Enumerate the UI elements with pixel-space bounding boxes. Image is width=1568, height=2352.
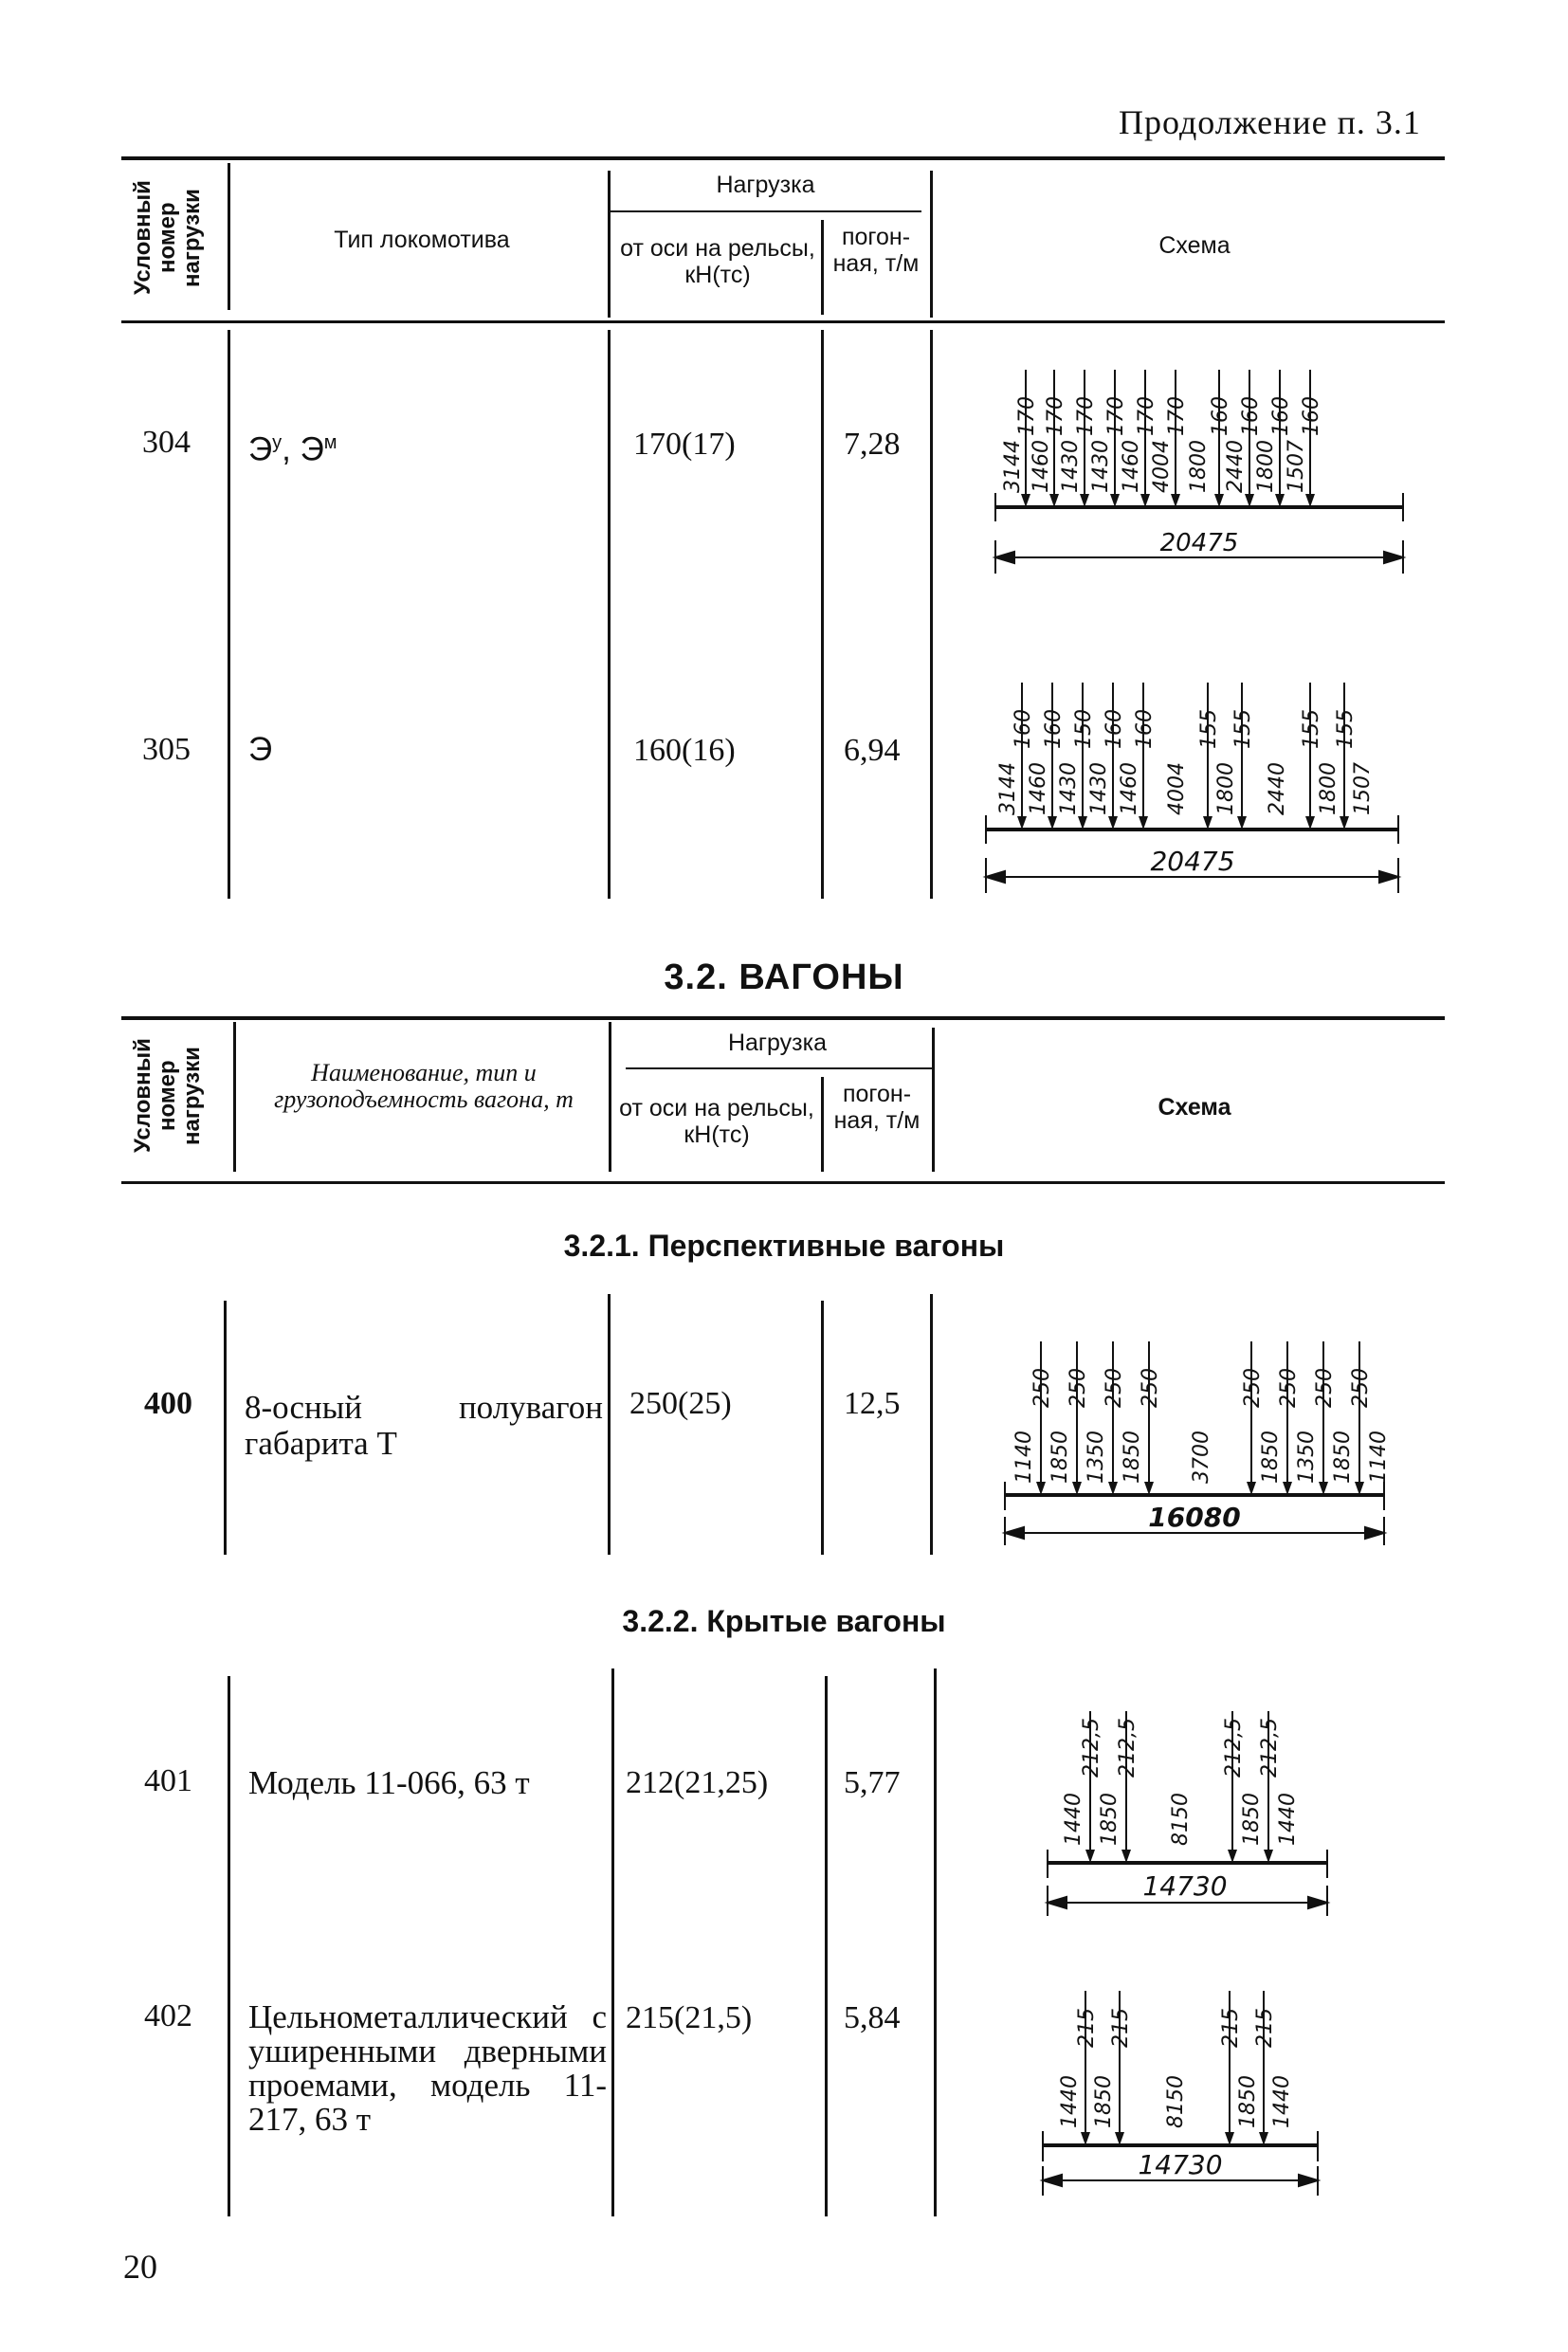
row-axle: 215(21,5): [626, 2000, 753, 2035]
axle-load-label: 212,5: [1116, 1718, 1140, 1778]
axle-load-label: 250: [1030, 1368, 1054, 1408]
axle-spacing-label: 1850: [1098, 1793, 1121, 1846]
row-linear: 12,5: [844, 1386, 901, 1421]
load-arrowhead: [1247, 1482, 1256, 1495]
load-arrowhead: [1049, 494, 1059, 507]
load-arrowhead: [1108, 1482, 1118, 1495]
load-arrowhead: [1017, 816, 1027, 830]
header-scheme: Схема: [1158, 232, 1231, 259]
axle-load-label: 155: [1197, 709, 1221, 749]
axle-load-label: 170: [1104, 396, 1128, 436]
axle-spacing-label: 1800: [1254, 440, 1278, 493]
header-axle: от оси на рельсы, кН(тс): [620, 235, 815, 288]
axle-spacing-label: 1460: [1120, 440, 1143, 493]
load-arrowhead: [1228, 1850, 1237, 1863]
axle-spacing-label: 1430: [1057, 762, 1081, 815]
load-arrowhead: [1259, 2132, 1268, 2145]
load-arrowhead: [1072, 1482, 1082, 1495]
axle-load-label: 150: [1072, 709, 1096, 749]
row-name: Цельнометаллический с уширенными дверными проемами, модель 11-217, 63 т: [248, 1998, 607, 2138]
axle-spacing-label: 1507: [1285, 440, 1308, 493]
load-arrowhead: [1110, 494, 1120, 507]
page-number: 20: [123, 2248, 157, 2286]
axle-spacing-label: 1850: [1121, 1431, 1144, 1484]
header-linear: погон-ная, т/м: [832, 224, 920, 277]
scheme-total: 16080: [1148, 1502, 1241, 1533]
load-arrowhead: [1085, 1850, 1095, 1863]
axle-spacing-label: 1460: [1030, 440, 1053, 493]
axle-load-label: 170: [1165, 396, 1189, 436]
axle-load-label: 170: [1074, 396, 1098, 436]
axle-spacing-label: 1440: [1270, 2075, 1294, 2128]
axle-load-label: 170: [1015, 396, 1039, 436]
subsection-title: 3.2.2. Крытые вагоны: [622, 1604, 946, 1638]
axle-spacing-label: 2440: [1224, 440, 1248, 493]
header-load: Нагрузка: [716, 172, 815, 198]
axle-spacing-label: 3144: [1001, 440, 1025, 493]
axle-load-label: 250: [1241, 1368, 1265, 1408]
load-scheme-304: [976, 351, 1431, 583]
scheme-total: 14730: [1138, 2149, 1223, 2180]
row-name: 8-осный полувагон габарита Т: [245, 1389, 603, 1462]
load-arrowhead: [1245, 494, 1254, 507]
axle-spacing-label: 1140: [1367, 1431, 1391, 1484]
axle-load-label: 155: [1231, 709, 1255, 749]
axle-spacing-label: 1440: [1058, 2075, 1082, 2128]
row-type: Э: [248, 731, 273, 768]
axle-load-label: 212,5: [1222, 1718, 1246, 1778]
row-num: 401: [144, 1763, 192, 1798]
header-axle: от оси на рельсы, кН(тс): [619, 1095, 814, 1148]
row-axle: 250(25): [629, 1386, 732, 1421]
axle-load-label: 250: [1349, 1368, 1373, 1408]
axle-spacing-label: 3700: [1190, 1431, 1213, 1484]
axle-load-label: 160: [1269, 396, 1293, 436]
axle-load-label: 170: [1135, 396, 1158, 436]
continuation-label: Продолжение п. 3.1: [1119, 103, 1421, 141]
axle-spacing-label: 1850: [1092, 2075, 1116, 2128]
axle-spacing-label: 1850: [1331, 1431, 1355, 1484]
load-arrowhead: [1355, 1482, 1364, 1495]
axle-spacing-label: 4004: [1150, 440, 1174, 493]
axle-spacing-label: 1800: [1317, 762, 1340, 815]
axle-load-label: 215: [1075, 2008, 1099, 2048]
row-num: 402: [144, 1998, 192, 2033]
load-scheme-305: [976, 664, 1431, 896]
axle-load-label: 160: [1133, 709, 1157, 749]
load-arrowhead: [1078, 816, 1087, 830]
scheme-total: 14730: [1142, 1870, 1228, 1902]
section-title: 3.2. ВАГОНЫ: [664, 957, 904, 997]
axle-load-label: 250: [1139, 1368, 1162, 1408]
axle-load-label: 160: [1209, 396, 1232, 436]
load-arrowhead: [1340, 816, 1349, 830]
axle-load-label: 215: [1219, 2008, 1243, 2048]
axle-spacing-label: 2440: [1266, 762, 1289, 815]
axle-spacing-label: 1350: [1085, 1431, 1108, 1484]
axle-spacing-label: 1850: [1236, 2075, 1260, 2128]
load-arrowhead: [1203, 816, 1212, 830]
load-arrowhead: [1214, 494, 1224, 507]
load-arrowhead: [1036, 1482, 1046, 1495]
row-linear: 5,77: [844, 1765, 901, 1800]
axle-load-label: 250: [1103, 1368, 1126, 1408]
row-linear: 6,94: [844, 733, 901, 768]
axle-spacing-label: 1850: [1240, 1793, 1264, 1846]
load-arrowhead: [1081, 2132, 1090, 2145]
row-axle: 212(21,25): [626, 1765, 769, 1800]
load-arrowhead: [1237, 816, 1247, 830]
axle-spacing-label: 3144: [996, 762, 1020, 815]
load-arrowhead: [1144, 1482, 1154, 1495]
load-arrowhead: [1139, 816, 1148, 830]
header-linear: погон-ная, т/м: [833, 1081, 921, 1134]
header-name: Наименование, тип и грузоподъемность вагона, т: [274, 1059, 574, 1113]
row-name: Модель 11-066, 63 т: [248, 1764, 530, 1801]
axle-spacing-label: 1460: [1118, 762, 1141, 815]
row-axle: 160(16): [633, 733, 736, 768]
axle-load-label: 212,5: [1080, 1718, 1103, 1778]
axle-spacing-label: 1850: [1259, 1431, 1283, 1484]
axle-spacing-label: 1430: [1089, 440, 1113, 493]
axle-spacing-label: 1350: [1295, 1431, 1319, 1484]
axle-spacing-label: 8150: [1164, 2075, 1188, 2128]
axle-spacing-label: 1430: [1059, 440, 1083, 493]
axle-spacing-label: 1800: [1187, 440, 1211, 493]
row-linear: 5,84: [844, 2000, 901, 2035]
axle-spacing-label: 1507: [1351, 762, 1375, 815]
axle-load-label: 155: [1334, 709, 1358, 749]
row-axle: 170(17): [633, 427, 736, 462]
axle-load-label: 215: [1109, 2008, 1133, 2048]
axle-spacing-label: 8150: [1169, 1793, 1193, 1846]
load-arrowhead: [1275, 494, 1285, 507]
axle-spacing-label: 1440: [1276, 1793, 1300, 1846]
header-num: Условный номер нагрузки: [130, 1038, 205, 1154]
row-num: 304: [142, 425, 191, 460]
load-arrowhead: [1225, 2132, 1234, 2145]
axle-load-label: 160: [1042, 709, 1066, 749]
row-num: 305: [142, 732, 191, 767]
load-arrowhead: [1305, 816, 1315, 830]
axle-load-label: 160: [1103, 709, 1126, 749]
axle-spacing-label: 1140: [1012, 1431, 1036, 1484]
row-num: 400: [144, 1386, 192, 1421]
axle-load-label: 160: [1239, 396, 1263, 436]
axle-load-label: 250: [1067, 1368, 1090, 1408]
load-arrowhead: [1171, 494, 1180, 507]
load-arrowhead: [1048, 816, 1057, 830]
load-arrowhead: [1319, 1482, 1328, 1495]
load-arrowhead: [1264, 1850, 1273, 1863]
header-num: Условный номер нагрузки: [130, 180, 205, 296]
load-scheme-402: [1029, 1972, 1341, 2199]
subsection-title: 3.2.1. Перспективные вагоны: [563, 1229, 1005, 1263]
load-arrowhead: [1283, 1482, 1292, 1495]
header-scheme: Схема: [1158, 1094, 1231, 1121]
axle-load-label: 160: [1012, 709, 1035, 749]
axle-spacing-label: 1430: [1087, 762, 1111, 815]
load-arrowhead: [1121, 1850, 1131, 1863]
axle-load-label: 250: [1313, 1368, 1337, 1408]
axle-load-label: 160: [1300, 396, 1323, 436]
axle-load-label: 155: [1300, 709, 1323, 749]
row-linear: 7,28: [844, 427, 901, 462]
axle-load-label: 212,5: [1258, 1718, 1282, 1778]
load-arrowhead: [1115, 2132, 1124, 2145]
load-arrowhead: [1305, 494, 1315, 507]
axle-spacing-label: 1460: [1027, 762, 1050, 815]
load-arrowhead: [1021, 494, 1030, 507]
axle-load-label: 170: [1044, 396, 1067, 436]
load-arrowhead: [1108, 816, 1118, 830]
header-load: Нагрузка: [727, 1030, 828, 1056]
axle-load-label: 215: [1253, 2008, 1277, 2048]
axle-load-label: 250: [1277, 1368, 1301, 1408]
axle-spacing-label: 4004: [1165, 762, 1189, 815]
row-type: $Э^у$, $Э^м$: [248, 430, 337, 468]
axle-spacing-label: 1800: [1214, 762, 1238, 815]
scheme-total: 20475: [1150, 846, 1235, 877]
load-arrowhead: [1080, 494, 1089, 507]
header-type: Тип локомотива: [334, 227, 510, 253]
axle-spacing-label: 1850: [1048, 1431, 1072, 1484]
scheme-total: 20475: [1159, 529, 1239, 557]
load-scheme-401: [1033, 1683, 1346, 1920]
load-arrowhead: [1140, 494, 1150, 507]
axle-spacing-label: 1440: [1062, 1793, 1085, 1846]
load-scheme-400: [995, 1313, 1394, 1545]
